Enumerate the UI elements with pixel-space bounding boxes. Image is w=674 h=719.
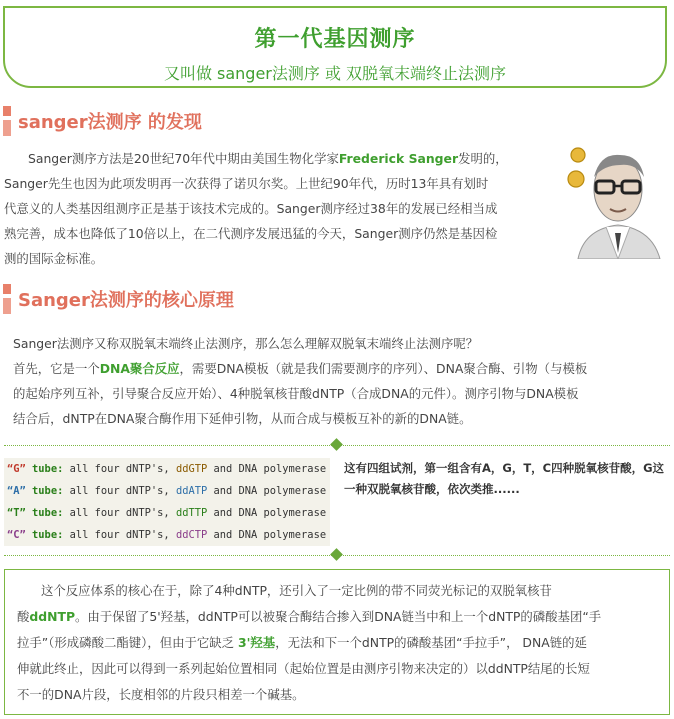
principle-text: ，需要DNA模板（就是我们需要测序的序列）、DNA聚合酶、引物（与模板 bbox=[179, 361, 588, 376]
tubes-code-block bbox=[4, 458, 330, 546]
discovery-text: Sanger测序方法是20世纪70年代中期由美国生物化学家 bbox=[28, 151, 339, 166]
page-title: 第一代基因测序 bbox=[254, 27, 416, 52]
sanger-portrait-image bbox=[566, 141, 666, 259]
tube-row-c: “C” tube: all four dNTP's, ddCTP and DNA polymerase bbox=[7, 529, 327, 541]
section-principle-heading bbox=[0, 282, 234, 316]
principle-text: 首先，它是一个 bbox=[13, 361, 100, 376]
tube-row-g: “G” tube: all four dNTP's, ddGTP and DNA polymerase bbox=[7, 463, 327, 475]
discovery-text: 测的国际金标准。 bbox=[4, 251, 104, 266]
title-banner bbox=[3, 6, 667, 88]
divider bbox=[4, 550, 670, 562]
principle-text: 结合后，dNTP在DNA聚合酶作用下延伸引物，从而合成与模板互补的新的DNA链。 bbox=[13, 411, 472, 426]
section-marker-icon bbox=[0, 104, 12, 138]
core-text: 拉手”（形成磷酸二酯键），但由于它缺乏 bbox=[17, 635, 238, 650]
discovery-text: 熟完善，成本也降低了10倍以上，在二代测序发展迅猛的今天，Sanger测序仍然是基因检 bbox=[4, 226, 498, 241]
tubes-note: 这有四组试剂，第一组含有A，G，T，C四种脱氧核苷酸，G这一种双脱氧核苷酸，依次类推...... bbox=[344, 461, 665, 496]
core-text: 这个反应体系的核心在于，除了4种dNTP，还引入了一定比例的带不同荧光标记的双脱氧核苷 bbox=[41, 583, 552, 598]
ddntp-term: ddNTP bbox=[29, 609, 76, 624]
core-explanation-box bbox=[4, 569, 670, 715]
section-discovery-heading bbox=[0, 104, 202, 138]
dna-polymerization-term: DNA聚合反应 bbox=[99, 361, 180, 376]
tube-row-t: “T” tube: all four dNTP's, ddTTP and DNA polymerase bbox=[7, 507, 327, 519]
section-marker-icon bbox=[0, 282, 12, 316]
core-text: 不一的DNA片段，长度相邻的片段只相差一个碱基。 bbox=[17, 687, 305, 702]
core-text: ，无法和下一个dNTP的磷酸基团“手拉手”， DNA链的延 bbox=[275, 635, 587, 650]
core-text: 酸 bbox=[17, 609, 30, 624]
divider bbox=[4, 440, 670, 452]
diamond-icon bbox=[330, 438, 343, 451]
discovery-text: 发明的， bbox=[458, 151, 508, 166]
principle-text: 的起始序列互补，引导聚合反应开始）、4种脱氧核苷酸dNTP（合成DNA的元件）。测序引物与DNA模板 bbox=[13, 386, 579, 401]
tube-row-a: “A” tube: all four dNTP's, ddATP and DNA polymerase bbox=[7, 485, 327, 497]
principle-paragraph bbox=[13, 331, 669, 431]
core-text: 。由于保留了5'羟基，ddNTP可以被聚合酶结合掺入到DNA链当中和上一个dNTP的磷酸基团“手 bbox=[75, 609, 602, 624]
core-text: 伸就此终止，因此可以得到一系列起始位置相同（起始位置是由测序引物来决定的）以ddNTP结尾的长短 bbox=[17, 661, 590, 676]
discovery-text: Sanger先生也因为此项发明再一次获得了诺贝尔奖。上世纪90年代，历时13年具有划时 bbox=[4, 176, 489, 191]
section-principle-title: Sanger法测序的核心原理 bbox=[18, 290, 234, 311]
hydroxyl-term: 3'羟基 bbox=[238, 635, 276, 650]
principle-text: Sanger法测序又称双脱氧末端终止法测序，那么怎么理解双脱氧末端终止法测序呢？ bbox=[13, 336, 479, 351]
discovery-text: 代意义的人类基因组测序正是基于该技术完成的。Sanger测序经过38年的发展已经相当成 bbox=[4, 201, 498, 216]
discovery-paragraph bbox=[4, 146, 564, 271]
section-discovery-title: sanger法测序 的发现 bbox=[18, 112, 202, 133]
sanger-name: Frederick Sanger bbox=[338, 151, 459, 166]
diamond-icon bbox=[330, 548, 343, 561]
page-subtitle: 又叫做 sanger法测序 或 双脱氧末端终止法测序 bbox=[163, 64, 507, 83]
